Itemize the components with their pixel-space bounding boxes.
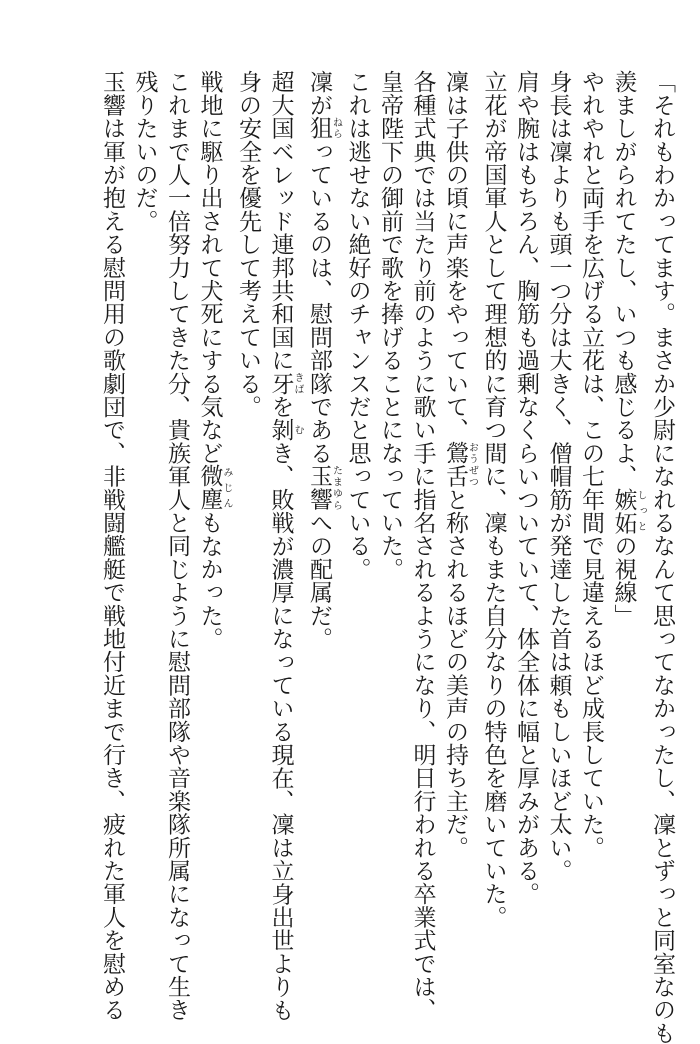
text-segment: 残りたいのだ。 [131, 70, 158, 233]
ruby-base: 嫉妬 [610, 487, 637, 535]
text-segment: 羨ましがられてたし、いつも感じるよ、 [610, 70, 637, 488]
text-segment: 超大国ベレッド連邦共和国に [267, 70, 294, 372]
text-segment: っているのは、慰問部隊である [306, 139, 332, 465]
text-line [161, 70, 194, 1022]
text-segment: の視線」 [610, 534, 637, 627]
text-segment: 各種式典では当たり前のように歌い手に指名されるようになり、明日行われる卒業式では、 [409, 70, 436, 1022]
text-line [341, 70, 374, 955]
text-segment: 凜が [306, 70, 332, 117]
novel-page-text [28, 70, 678, 1044]
ruby-base: 微塵 [196, 464, 223, 511]
text-segment: 皇帝陛下の御前で歌を捧げることになっていた。 [377, 70, 403, 581]
text-line [128, 70, 161, 955]
text-line [542, 70, 575, 955]
text-segment: 身長は凜よりも頭一つ分は大きく、僧帽筋が発達した首は頼もしいほど太い。 [545, 70, 572, 882]
ruby-reading: しっと [635, 487, 646, 535]
text-segment: き、敗戦が濃厚になっている現在、凜は立身出世よりも [267, 441, 294, 1022]
text-line [607, 70, 646, 955]
text-segment: への配属だ。 [306, 510, 332, 651]
text-line [303, 70, 342, 955]
ruby-reading: おうぜつ [466, 441, 478, 488]
ruby-reading: む [292, 418, 303, 442]
ruby-base: 牙 [267, 371, 294, 395]
text-line [439, 70, 478, 955]
text-line [193, 70, 232, 955]
text-segment: 凜は子供の頃に声楽をやっていて、 [442, 70, 468, 442]
ruby-base: 狙 [306, 116, 332, 140]
ruby-reading: きば [292, 371, 303, 395]
text-line [575, 70, 608, 955]
ruby-annotation [306, 116, 342, 140]
ruby-annotation [267, 418, 303, 442]
text-segment: もなかった。 [196, 510, 223, 651]
text-line [96, 70, 129, 1022]
ruby-base: 鶯舌 [442, 441, 468, 488]
text-segment: と称されるほどの美声の持ち主だ。 [442, 487, 468, 859]
ruby-reading: ねら [330, 116, 342, 140]
text-line [477, 70, 510, 955]
ruby-annotation [442, 441, 478, 488]
ruby-annotation [267, 371, 303, 395]
text-segment: これは逃せない絶好のチャンスだと思っている。 [344, 70, 371, 581]
ruby-reading: たまゆら [330, 464, 342, 511]
text-line [264, 70, 303, 1022]
text-line [232, 70, 265, 955]
text-segment: これまで人一倍努力してきた分、貴族軍人と同じように慰問部隊や音楽隊所属になって生き [164, 70, 190, 1022]
ruby-base: 剝 [267, 418, 294, 442]
text-segment: 立花が帝国軍人として理想的に育つ間に、凜もまた自分なりの特色を磨いていた。 [480, 70, 507, 929]
text-segment: 肩や腕はもちろん、胸筋も過剰なくらいついていて、体全体に幅と厚みがある。 [513, 70, 539, 906]
text-line [406, 70, 439, 1022]
text-segment: 「それもわかってます。まさか少尉になれるなんて思ってなかったし、凜とずっと同室なのも [649, 70, 675, 1044]
text-segment: 戦地に駆り出されて犬死にする気など [196, 70, 223, 465]
text-segment: 玉響は軍が抱える慰問用の歌劇団で、非戦闘艦艇で戦地付近まで行き、疲れた軍人を慰める [99, 70, 125, 1022]
ruby-annotation [306, 464, 342, 511]
ruby-base: 玉響 [306, 464, 332, 511]
ruby-annotation [610, 487, 646, 535]
text-line [510, 70, 543, 955]
ruby-reading: みじん [221, 464, 232, 511]
text-segment: やれやれと両手を広げる立花は、この七年間で見違えるほど成長していた。 [578, 70, 604, 859]
text-line [646, 70, 679, 1044]
text-segment: 身の安全を優先して考えている。 [235, 70, 261, 418]
text-segment: を [267, 394, 294, 419]
ruby-annotation [196, 464, 232, 511]
text-line [374, 70, 407, 955]
